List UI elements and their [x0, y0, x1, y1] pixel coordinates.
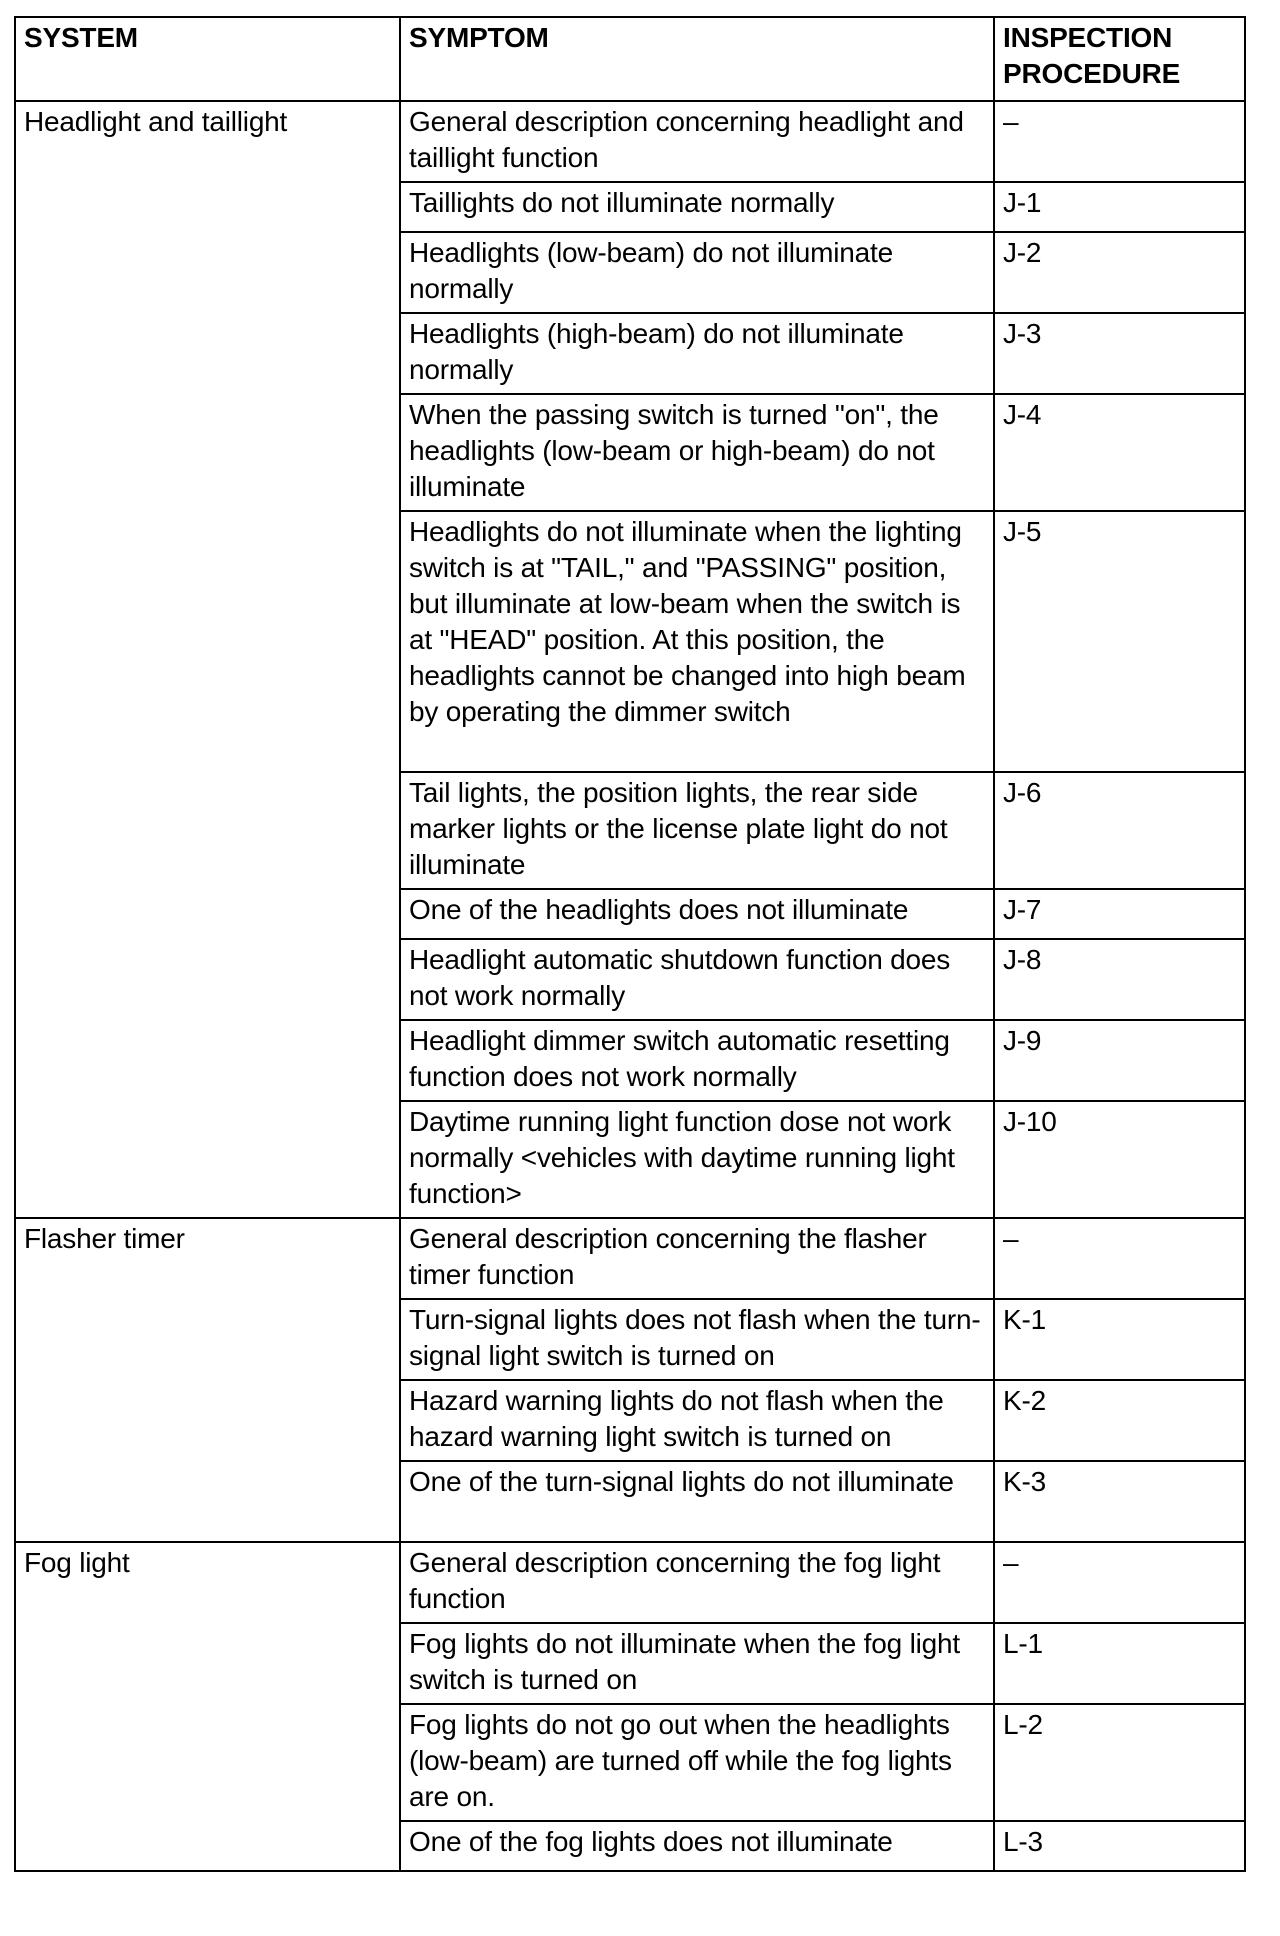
procedure-cell: J-10 — [994, 1101, 1245, 1218]
symptom-cell: Turn-signal lights does not flash when the turn-signal light switch is turned on — [400, 1299, 994, 1380]
symptom-cell: When the passing switch is turned "on", the headlights (low-beam or high-beam) do not illuminate — [400, 394, 994, 511]
table-row — [15, 1542, 1245, 1623]
procedure-cell: J-4 — [994, 394, 1245, 511]
table-row — [15, 1218, 1245, 1299]
procedure-cell: – — [994, 101, 1245, 182]
symptom-cell: Fog lights do not go out when the headlights (low-beam) are turned off while the fog lights are on. — [400, 1704, 994, 1821]
troubleshooting-table — [14, 16, 1246, 1872]
procedure-cell: K-3 — [994, 1461, 1245, 1542]
procedure-cell: – — [994, 1218, 1245, 1299]
header-symptom: SYMPTOM — [400, 17, 994, 101]
procedure-cell: – — [994, 1542, 1245, 1623]
system-cell-headlight-taillight: Headlight and taillight — [15, 101, 400, 1218]
symptom-cell: General description concerning the flasher timer function — [400, 1218, 994, 1299]
symptom-cell: Headlights (high-beam) do not illuminate normally — [400, 313, 994, 394]
procedure-cell: J-2 — [994, 232, 1245, 313]
symptom-cell: Tail lights, the position lights, the rear side marker lights or the license plate light do not illuminate — [400, 772, 994, 889]
procedure-cell: L-3 — [994, 1821, 1245, 1871]
system-cell-flasher-timer: Flasher timer — [15, 1218, 400, 1542]
symptom-cell: One of the fog lights does not illuminate — [400, 1821, 994, 1871]
symptom-cell: Hazard warning lights do not flash when the hazard warning light switch is turned on — [400, 1380, 994, 1461]
table-row — [15, 101, 1245, 182]
symptom-cell: Fog lights do not illuminate when the fog light switch is turned on — [400, 1623, 994, 1704]
troubleshooting-table-container — [14, 16, 1244, 1872]
procedure-cell: K-1 — [994, 1299, 1245, 1380]
procedure-cell: J-5 — [994, 511, 1245, 772]
system-cell-fog-light: Fog light — [15, 1542, 400, 1871]
symptom-cell: Headlights (low-beam) do not illuminate normally — [400, 232, 994, 313]
procedure-cell: J-1 — [994, 182, 1245, 232]
header-system: SYSTEM — [15, 17, 400, 101]
symptom-cell: Headlight automatic shutdown function does not work normally — [400, 939, 994, 1020]
symptom-cell: Headlights do not illuminate when the lighting switch is at "TAIL," and "PASSING" position, but illuminate at low-beam when the switch is at "HEAD" position. At this position, the headlights cannot be changed into high beam by operating the dimmer switch — [400, 511, 994, 772]
procedure-cell: L-1 — [994, 1623, 1245, 1704]
symptom-cell: One of the turn-signal lights do not illuminate — [400, 1461, 994, 1542]
symptom-cell: Taillights do not illuminate normally — [400, 182, 994, 232]
symptom-cell: General description concerning headlight and taillight function — [400, 101, 994, 182]
procedure-cell: J-7 — [994, 889, 1245, 939]
procedure-cell: L-2 — [994, 1704, 1245, 1821]
symptom-cell: Headlight dimmer switch automatic resetting function does not work normally — [400, 1020, 994, 1101]
procedure-cell: J-3 — [994, 313, 1245, 394]
header-row — [15, 17, 1245, 101]
symptom-cell: Daytime running light function dose not work normally <vehicles with daytime running light function> — [400, 1101, 994, 1218]
procedure-cell: J-8 — [994, 939, 1245, 1020]
procedure-cell: J-9 — [994, 1020, 1245, 1101]
symptom-cell: General description concerning the fog light function — [400, 1542, 994, 1623]
procedure-cell: K-2 — [994, 1380, 1245, 1461]
header-inspection-procedure: INSPECTION PROCEDURE — [994, 17, 1245, 101]
symptom-cell: One of the headlights does not illuminate — [400, 889, 994, 939]
procedure-cell: J-6 — [994, 772, 1245, 889]
table-body — [15, 101, 1245, 1871]
